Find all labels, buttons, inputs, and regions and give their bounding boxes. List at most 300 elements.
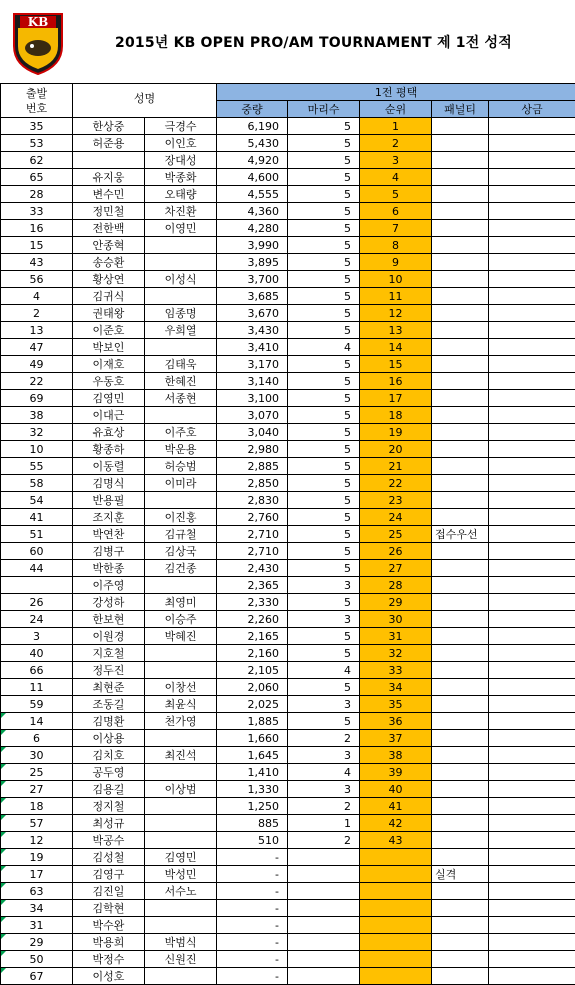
count-cell: 3 [288, 747, 360, 764]
start-no-cell: 47 [1, 339, 73, 356]
penalty-cell [432, 135, 489, 152]
count-cell: 5 [288, 203, 360, 220]
player1-cell: 조지훈 [73, 509, 145, 526]
prize-cell [489, 713, 575, 730]
header-name: 성명 [73, 84, 217, 118]
table-row [1, 747, 575, 764]
player1-cell: 이성호 [73, 968, 145, 985]
weight-cell: 3,040 [217, 424, 288, 441]
player1-cell: 정지철 [73, 798, 145, 815]
prize-cell [489, 169, 575, 186]
count-cell: 5 [288, 594, 360, 611]
prize-cell [489, 271, 575, 288]
prize-cell [489, 203, 575, 220]
player2-cell: 최영미 [145, 594, 217, 611]
weight-cell: 3,100 [217, 390, 288, 407]
weight-cell: 2,850 [217, 475, 288, 492]
count-cell: 4 [288, 662, 360, 679]
rank-cell: 8 [360, 237, 432, 254]
player1-cell: 강성하 [73, 594, 145, 611]
rank-cell: 30 [360, 611, 432, 628]
rank-cell [360, 849, 432, 866]
start-no-cell: 43 [1, 254, 73, 271]
start-no-cell: 29 [1, 934, 73, 951]
rank-cell: 16 [360, 373, 432, 390]
player2-cell: 장대성 [145, 152, 217, 169]
weight-cell: 2,980 [217, 441, 288, 458]
start-no-cell: 11 [1, 679, 73, 696]
prize-cell [489, 951, 575, 968]
rank-cell: 22 [360, 475, 432, 492]
table-row [1, 934, 575, 951]
player1-cell: 이대근 [73, 407, 145, 424]
count-cell [288, 917, 360, 934]
penalty-cell [432, 339, 489, 356]
count-cell: 5 [288, 169, 360, 186]
player1-cell: 김용길 [73, 781, 145, 798]
rank-cell: 39 [360, 764, 432, 781]
player1-cell: 한보현 [73, 611, 145, 628]
rank-cell: 43 [360, 832, 432, 849]
table-row [1, 900, 575, 917]
start-no-cell: 16 [1, 220, 73, 237]
start-no-cell: 2 [1, 305, 73, 322]
weight-cell: 4,920 [217, 152, 288, 169]
player2-cell: 최진석 [145, 747, 217, 764]
weight-cell: 3,990 [217, 237, 288, 254]
prize-cell [489, 747, 575, 764]
player1-cell: 정민철 [73, 203, 145, 220]
player1-cell: 이주영 [73, 577, 145, 594]
weight-cell: 885 [217, 815, 288, 832]
count-cell: 5 [288, 560, 360, 577]
prize-cell [489, 594, 575, 611]
penalty-cell [432, 951, 489, 968]
start-no-cell: 18 [1, 798, 73, 815]
count-cell: 5 [288, 679, 360, 696]
count-cell: 5 [288, 543, 360, 560]
player2-cell: 한혜진 [145, 373, 217, 390]
start-no-cell: 24 [1, 611, 73, 628]
weight-cell: 3,070 [217, 407, 288, 424]
player1-cell: 김영구 [73, 866, 145, 883]
prize-cell [489, 679, 575, 696]
penalty-cell [432, 492, 489, 509]
rank-cell: 4 [360, 169, 432, 186]
prize-cell [489, 543, 575, 560]
penalty-cell [432, 543, 489, 560]
prize-cell [489, 730, 575, 747]
count-cell [288, 900, 360, 917]
table-row [1, 866, 575, 883]
count-cell: 5 [288, 254, 360, 271]
rank-cell: 11 [360, 288, 432, 305]
prize-cell [489, 458, 575, 475]
penalty-cell [432, 254, 489, 271]
penalty-cell [432, 645, 489, 662]
prize-cell [489, 645, 575, 662]
weight-cell: 2,885 [217, 458, 288, 475]
rank-cell: 35 [360, 696, 432, 713]
penalty-cell [432, 186, 489, 203]
player2-cell: 박혜진 [145, 628, 217, 645]
player2-cell: 우희열 [145, 322, 217, 339]
start-no-cell: 3 [1, 628, 73, 645]
player2-cell [145, 407, 217, 424]
player2-cell: 이성식 [145, 271, 217, 288]
weight-cell: 1,250 [217, 798, 288, 815]
table-row [1, 645, 575, 662]
player1-cell: 이재호 [73, 356, 145, 373]
count-cell: 5 [288, 305, 360, 322]
table-row [1, 152, 575, 169]
table-row [1, 203, 575, 220]
count-cell: 5 [288, 492, 360, 509]
player2-cell: 서종현 [145, 390, 217, 407]
prize-cell [489, 152, 575, 169]
prize-cell [489, 764, 575, 781]
player2-cell: 이상범 [145, 781, 217, 798]
start-no-cell: 26 [1, 594, 73, 611]
player2-cell: 김건종 [145, 560, 217, 577]
count-cell: 5 [288, 186, 360, 203]
prize-cell [489, 118, 575, 135]
prize-cell [489, 628, 575, 645]
player2-cell: 김규철 [145, 526, 217, 543]
penalty-cell [432, 713, 489, 730]
player2-cell [145, 832, 217, 849]
weight-cell: - [217, 883, 288, 900]
player2-cell: 임종명 [145, 305, 217, 322]
count-cell: 5 [288, 237, 360, 254]
prize-cell [489, 220, 575, 237]
rank-cell: 24 [360, 509, 432, 526]
count-cell [288, 866, 360, 883]
weight-cell: 6,190 [217, 118, 288, 135]
start-no-cell: 58 [1, 475, 73, 492]
weight-cell: 4,600 [217, 169, 288, 186]
player1-cell: 김치호 [73, 747, 145, 764]
player1-cell: 지호철 [73, 645, 145, 662]
count-cell: 3 [288, 696, 360, 713]
page-header [0, 0, 575, 83]
rank-cell: 5 [360, 186, 432, 203]
penalty-cell [432, 509, 489, 526]
rank-cell: 19 [360, 424, 432, 441]
weight-cell: 2,365 [217, 577, 288, 594]
table-row [1, 713, 575, 730]
prize-cell [489, 798, 575, 815]
count-cell: 5 [288, 458, 360, 475]
penalty-cell [432, 237, 489, 254]
player1-cell: 최현준 [73, 679, 145, 696]
weight-cell: 2,260 [217, 611, 288, 628]
penalty-cell: 실격 [432, 866, 489, 883]
rank-cell: 28 [360, 577, 432, 594]
weight-cell: 3,895 [217, 254, 288, 271]
rank-cell: 37 [360, 730, 432, 747]
count-cell: 5 [288, 475, 360, 492]
count-cell: 5 [288, 288, 360, 305]
start-no-cell: 62 [1, 152, 73, 169]
count-cell: 5 [288, 135, 360, 152]
player1-cell: 조동길 [73, 696, 145, 713]
player2-cell: 박운용 [145, 441, 217, 458]
prize-cell [489, 934, 575, 951]
rank-cell: 2 [360, 135, 432, 152]
player1-cell: 박보인 [73, 339, 145, 356]
weight-cell: 3,685 [217, 288, 288, 305]
weight-cell: - [217, 849, 288, 866]
table-row [1, 305, 575, 322]
prize-cell [489, 577, 575, 594]
table-row [1, 917, 575, 934]
rank-cell: 36 [360, 713, 432, 730]
prize-cell [489, 509, 575, 526]
penalty-cell [432, 611, 489, 628]
rank-cell: 7 [360, 220, 432, 237]
count-cell: 5 [288, 441, 360, 458]
start-no-cell: 50 [1, 951, 73, 968]
prize-cell [489, 254, 575, 271]
weight-cell: - [217, 968, 288, 985]
table-row [1, 662, 575, 679]
weight-cell: - [217, 917, 288, 934]
player2-cell [145, 764, 217, 781]
player1-cell: 한상중 [73, 118, 145, 135]
prize-cell [489, 662, 575, 679]
weight-cell: 5,430 [217, 135, 288, 152]
penalty-cell [432, 322, 489, 339]
table-row [1, 781, 575, 798]
table-row [1, 730, 575, 747]
player1-cell: 유효상 [73, 424, 145, 441]
count-cell: 2 [288, 798, 360, 815]
weight-cell: 3,670 [217, 305, 288, 322]
player2-cell: 이창선 [145, 679, 217, 696]
rank-cell: 1 [360, 118, 432, 135]
prize-cell [489, 866, 575, 883]
penalty-cell [432, 934, 489, 951]
table-row [1, 373, 575, 390]
count-cell [288, 951, 360, 968]
weight-cell: 2,025 [217, 696, 288, 713]
player1-cell: 황종하 [73, 441, 145, 458]
prize-cell [489, 186, 575, 203]
count-cell: 5 [288, 220, 360, 237]
table-row [1, 696, 575, 713]
start-no-cell: 19 [1, 849, 73, 866]
start-no-cell: 65 [1, 169, 73, 186]
penalty-cell [432, 424, 489, 441]
player2-cell [145, 798, 217, 815]
prize-cell [489, 424, 575, 441]
prize-cell [489, 373, 575, 390]
player1-cell: 공두영 [73, 764, 145, 781]
page-title: 2015년 KB OPEN PRO/AM TOURNAMENT 제 1전 성적 [115, 32, 512, 52]
start-no-cell: 4 [1, 288, 73, 305]
penalty-cell [432, 662, 489, 679]
weight-cell: 2,160 [217, 645, 288, 662]
start-no-cell: 44 [1, 560, 73, 577]
player2-cell: 이승주 [145, 611, 217, 628]
penalty-cell [432, 441, 489, 458]
player2-cell: 신원진 [145, 951, 217, 968]
rank-cell: 10 [360, 271, 432, 288]
table-row [1, 509, 575, 526]
player1-cell [73, 152, 145, 169]
player1-cell: 김성철 [73, 849, 145, 866]
weight-cell: 1,645 [217, 747, 288, 764]
table-row [1, 849, 575, 866]
player1-cell: 박수완 [73, 917, 145, 934]
player2-cell: 이주호 [145, 424, 217, 441]
rank-cell [360, 951, 432, 968]
table-row [1, 169, 575, 186]
rank-cell: 42 [360, 815, 432, 832]
start-no-cell: 25 [1, 764, 73, 781]
table-row [1, 237, 575, 254]
player2-cell: 박범식 [145, 934, 217, 951]
weight-cell: 2,330 [217, 594, 288, 611]
table-row [1, 543, 575, 560]
start-no-cell: 6 [1, 730, 73, 747]
weight-cell: 1,660 [217, 730, 288, 747]
rank-cell: 15 [360, 356, 432, 373]
start-no-cell: 28 [1, 186, 73, 203]
penalty-cell [432, 560, 489, 577]
weight-cell: - [217, 951, 288, 968]
weight-cell: 2,430 [217, 560, 288, 577]
table-row [1, 424, 575, 441]
player1-cell: 박한종 [73, 560, 145, 577]
start-no-cell: 54 [1, 492, 73, 509]
penalty-cell [432, 628, 489, 645]
rank-cell: 9 [360, 254, 432, 271]
table-row [1, 339, 575, 356]
rank-cell: 31 [360, 628, 432, 645]
start-no-cell: 69 [1, 390, 73, 407]
player2-cell [145, 730, 217, 747]
weight-cell: - [217, 900, 288, 917]
table-row [1, 271, 575, 288]
count-cell: 3 [288, 611, 360, 628]
penalty-cell: 접수우선 [432, 526, 489, 543]
player2-cell: 김상국 [145, 543, 217, 560]
weight-cell: 510 [217, 832, 288, 849]
player1-cell: 이동렬 [73, 458, 145, 475]
weight-cell: 4,280 [217, 220, 288, 237]
count-cell: 5 [288, 373, 360, 390]
player1-cell: 최성규 [73, 815, 145, 832]
player1-cell: 박정수 [73, 951, 145, 968]
start-no-cell: 53 [1, 135, 73, 152]
count-cell: 5 [288, 509, 360, 526]
player1-cell: 김병구 [73, 543, 145, 560]
weight-cell: 4,555 [217, 186, 288, 203]
rank-cell: 13 [360, 322, 432, 339]
count-cell: 5 [288, 407, 360, 424]
start-no-cell: 49 [1, 356, 73, 373]
table-row [1, 560, 575, 577]
rank-cell: 18 [360, 407, 432, 424]
rank-cell: 34 [360, 679, 432, 696]
count-cell: 5 [288, 424, 360, 441]
start-no-cell: 14 [1, 713, 73, 730]
prize-cell [489, 781, 575, 798]
player1-cell: 박공수 [73, 832, 145, 849]
rank-cell: 27 [360, 560, 432, 577]
weight-cell: 1,410 [217, 764, 288, 781]
count-cell: 5 [288, 271, 360, 288]
start-no-cell: 56 [1, 271, 73, 288]
player2-cell [145, 288, 217, 305]
penalty-cell [432, 118, 489, 135]
weight-cell: 2,710 [217, 526, 288, 543]
penalty-cell [432, 203, 489, 220]
weight-cell: 3,430 [217, 322, 288, 339]
player2-cell [145, 645, 217, 662]
prize-cell [489, 322, 575, 339]
start-no-cell: 35 [1, 118, 73, 135]
penalty-cell [432, 458, 489, 475]
rank-cell: 21 [360, 458, 432, 475]
penalty-cell [432, 900, 489, 917]
logo-text: KB [28, 15, 49, 29]
player1-cell: 황상연 [73, 271, 145, 288]
start-no-cell: 33 [1, 203, 73, 220]
rank-cell: 6 [360, 203, 432, 220]
count-cell [288, 883, 360, 900]
start-no-cell: 22 [1, 373, 73, 390]
rank-cell: 20 [360, 441, 432, 458]
header-rank: 순위 [360, 101, 432, 118]
table-row [1, 526, 575, 543]
count-cell: 5 [288, 322, 360, 339]
weight-cell: 3,410 [217, 339, 288, 356]
penalty-cell [432, 407, 489, 424]
weight-cell: 2,830 [217, 492, 288, 509]
player2-cell: 김태욱 [145, 356, 217, 373]
table-row [1, 611, 575, 628]
penalty-cell [432, 679, 489, 696]
header-count: 마리수 [288, 101, 360, 118]
prize-cell [489, 849, 575, 866]
table-row [1, 798, 575, 815]
penalty-cell [432, 152, 489, 169]
weight-cell: 2,060 [217, 679, 288, 696]
weight-cell: 1,885 [217, 713, 288, 730]
start-no-cell: 41 [1, 509, 73, 526]
results-body [1, 118, 575, 985]
penalty-cell [432, 917, 489, 934]
count-cell: 5 [288, 526, 360, 543]
prize-cell [489, 475, 575, 492]
table-row [1, 628, 575, 645]
start-no-cell [1, 577, 73, 594]
player1-cell: 우동호 [73, 373, 145, 390]
penalty-cell [432, 390, 489, 407]
prize-cell [489, 526, 575, 543]
player2-cell [145, 662, 217, 679]
penalty-cell [432, 832, 489, 849]
player2-cell: 박종화 [145, 169, 217, 186]
prize-cell [489, 135, 575, 152]
prize-cell [489, 492, 575, 509]
prize-cell [489, 441, 575, 458]
table-row [1, 577, 575, 594]
weight-cell: 3,700 [217, 271, 288, 288]
